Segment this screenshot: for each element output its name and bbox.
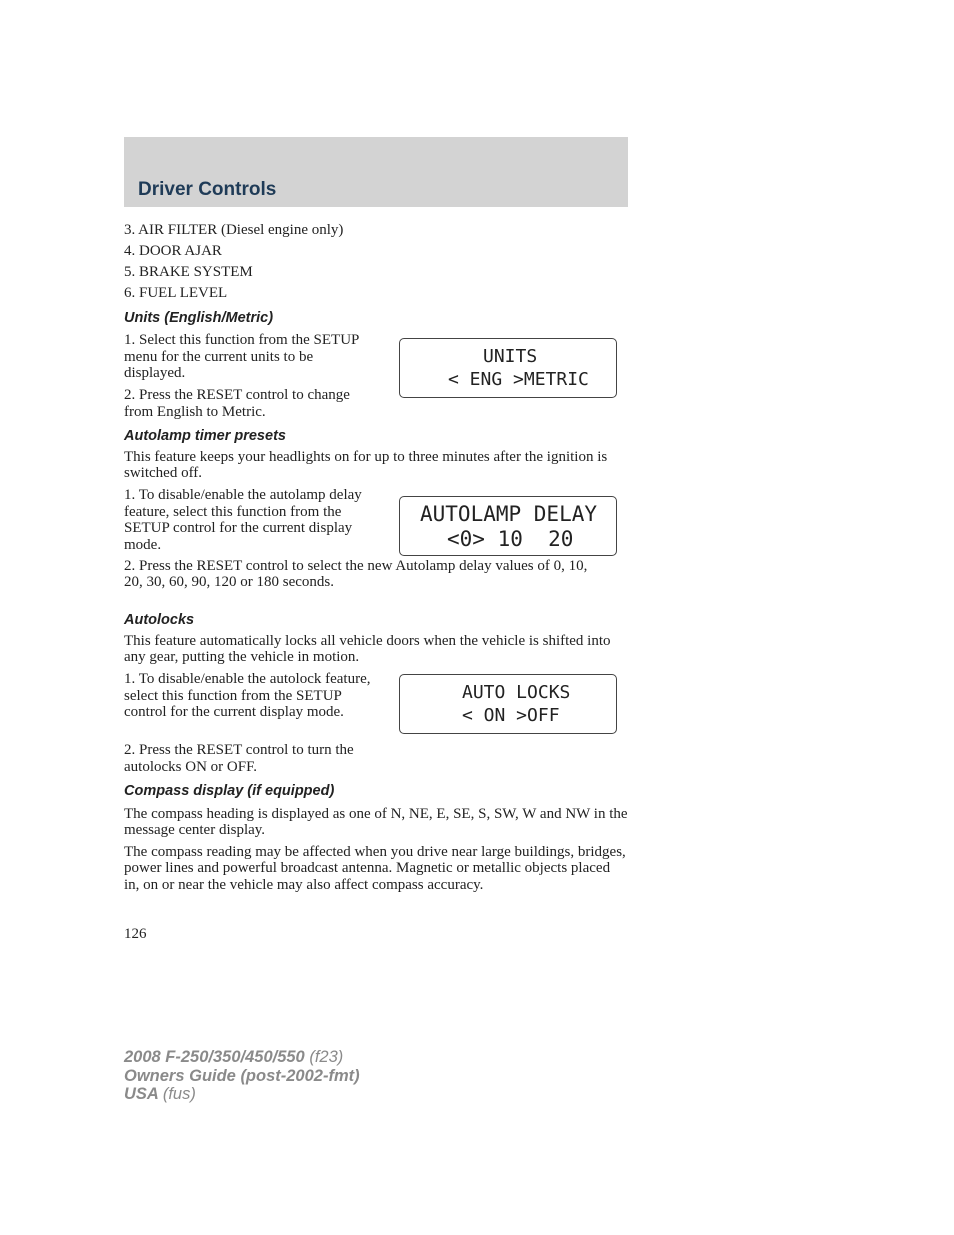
autolamp-step-1: 1. To disable/enable the autolamp delay feature, select this function from the SETUP control for the current display mode. xyxy=(124,487,362,553)
list-item: 5. BRAKE SYSTEM xyxy=(124,264,253,280)
autolocks-heading: Autolocks xyxy=(124,612,195,628)
lcd-line-1: AUTOLAMP DELAY xyxy=(420,502,598,526)
compass-paragraph-2: The compass reading may be affected when you drive near large buildings, bridges, power lines and powerful broadcast antenna. Magnetic or metallic objects placed in, on or near the vehicle may also affect compass accuracy. xyxy=(124,844,626,893)
autolocks-step-2: 2. Press the RESET control to turn the autolocks ON or OFF. xyxy=(124,742,354,775)
autolocks-step-1: 1. To disable/enable the autolock feature, select this function from the SETUP control for the current display mode. xyxy=(124,671,371,720)
list-item: 3. AIR FILTER (Diesel engine only) xyxy=(124,222,344,238)
lcd-line-2: < ENG >METRIC xyxy=(448,369,589,390)
units-step-1: 1. Select this function from the SETUP menu for the current units to be displayed. xyxy=(124,332,359,381)
units-step-2: 2. Press the RESET control to change from English to Metric. xyxy=(124,387,350,420)
autolocks-lcd-display xyxy=(399,674,617,734)
autolamp-lcd-display xyxy=(399,496,617,556)
autolamp-step-2 xyxy=(124,558,594,591)
autolamp-intro: This feature keeps your headlights on for up to three minutes after the ignition is switched off. xyxy=(124,449,608,482)
lcd-line-2: <0> 10 20 xyxy=(447,527,574,551)
units-heading: Units (English/Metric) xyxy=(124,310,274,326)
list-item: 6. FUEL LEVEL xyxy=(124,285,228,301)
footer-model: 2008 F-250/350/450/550 xyxy=(124,1048,305,1066)
footer-region-code: (fus) xyxy=(162,1085,196,1103)
autolocks-intro: This feature automatically locks all vehicle doors when the vehicle is shifted into any gear, putting the vehicle in motion. xyxy=(124,633,611,666)
lcd-line-1: AUTO LOCKS xyxy=(462,682,571,703)
footer-region: USA xyxy=(124,1085,159,1103)
lcd-line-2: < ON >OFF xyxy=(462,705,560,726)
section-header-band xyxy=(124,137,628,207)
autolamp-heading: Autolamp timer presets xyxy=(124,428,286,444)
footer-guide: Owners Guide (post-2002-fmt) xyxy=(124,1067,360,1085)
autolamp-step-2-text: 2. Press the RESET control to select the new Autolamp delay values of 0, 10, 20, 30, 60, 90, 120 or 180 seconds. xyxy=(124,558,588,591)
page-number: 126 xyxy=(124,926,147,942)
footer-model-code: (f23) xyxy=(309,1048,344,1066)
compass-heading: Compass display (if equipped) xyxy=(124,783,335,799)
section-title: Driver Controls xyxy=(138,179,277,200)
lcd-line-1: UNITS xyxy=(483,346,538,367)
units-lcd-display xyxy=(399,338,617,398)
list-item: 4. DOOR AJAR xyxy=(124,243,222,259)
footer-region-line xyxy=(124,1085,196,1103)
footer-model-line xyxy=(124,1048,343,1066)
compass-paragraph-1: The compass heading is displayed as one of N, NE, E, SE, S, SW, W and NW in the message center display. xyxy=(124,806,628,839)
